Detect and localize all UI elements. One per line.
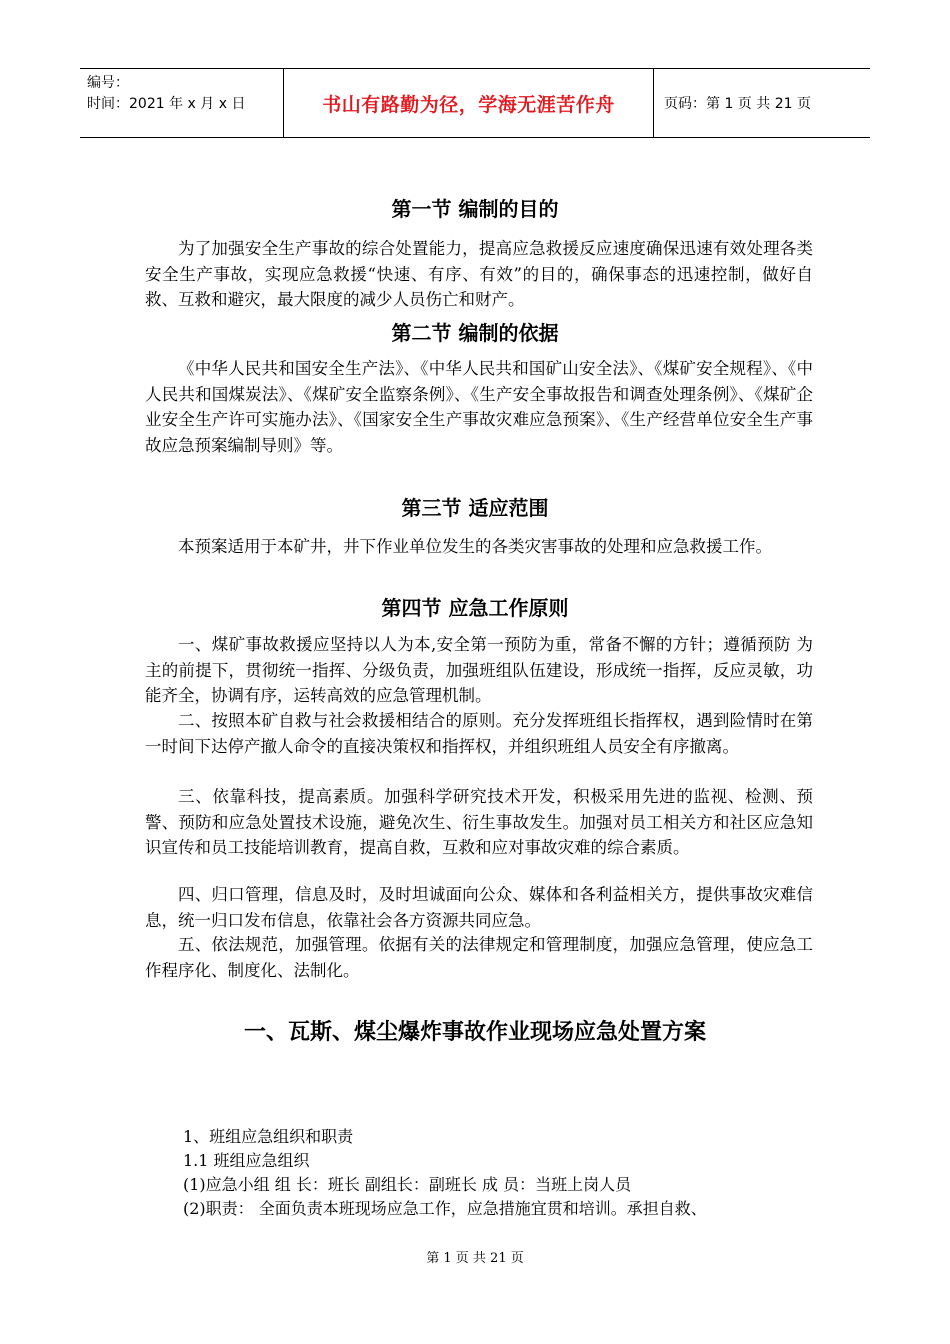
section-3-paragraph: 本预案适用于本矿井，井下作业单位发生的各类灾害事故的处理和应急救援工作。 [178,537,772,556]
item-line-2: 1.1 班组应急组织 [183,1151,310,1170]
document-time: 时间：2021 年 x 月 x 日 [87,96,246,112]
section-title-2: 第二节 编制的依据 [391,321,559,345]
principle-4: 四、归口管理，信息及时，及时坦诚面向公众、媒体和各利益相关方，提供事故灾难信息，统一归口发布信息，依靠社会各方资源共同应急。 [145,885,813,930]
section-2-paragraph: 《中华人民共和国安全生产法》、《中华人民共和国矿山安全法》、《煤矿安全规程》、《中人民共和国煤炭法》、《煤矿安全监察条例》、《生产安全事故报告和调查处理条例》、《煤矿企业安全生产许可实施办法》、《国家安全生产事故灾难应急预案》、《生产经营单位安全生产事故应急预案编制导则》等。 [145,359,813,455]
header-meta [80,69,283,137]
principle-1: 一、煤矿事故救援应坚持以人为本,安全第一预防为重，常备不懈的方针；遵循预防 为主的前提下，贯彻统一指挥、分级负责，加强班组队伍建设，形成统一指挥，反应灵敏，功能齐全，协调有序，运转高效的应急管理机制。 [145,635,813,705]
section-1-paragraph: 为了加强安全生产事故的综合处置能力，提高应急救援反应速度确保迅速有效处理各类安全生产事故，实现应急救援“快速、有序、有效”的目的，确保事态的迅速控制，做好自救、互救和避灾，最大限度的减少人员伤亡和财产。 [145,239,813,309]
principle-3: 三、依靠科技，提高素质。加强科学研究技术开发，积极采用先进的监视、检测、预警、预防和应急处置技术设施，避免次生、衍生事故发生。加强对员工相关方和社区应急知识宣传和员工技能培训教育，提高自救，互救和应对事故灾难的综合素质。 [145,787,813,857]
section-title-3: 第三节 适应范围 [401,496,549,520]
section-title-1: 第一节 编制的目的 [391,197,559,221]
item-line-1: 1、班组应急组织和职责 [183,1127,354,1146]
chapter-title: 一、瓦斯、煤尘爆炸事故作业现场应急处置方案 [243,1020,706,1045]
motto-text: 书山有路勤为径，学海无涯苦作舟 [322,93,615,116]
header-page-info: 页码：第 1 页 共 21 页 [664,96,811,112]
item-line-3: (1)应急小组 组 长：班长 副组长：副班长 成 员：当班上岗人员 [183,1175,632,1194]
section-title-4: 第四节 应急工作原则 [381,596,569,620]
header-motto-cell [283,69,654,137]
header-table [80,68,870,138]
principle-2: 二、按照本矿自救与社会救援相结合的原则。充分发挥班组长指挥权，遇到险情时在第一时间下达停产撤人命令的直接决策权和指挥权，并组织班组人员安全有序撤离。 [145,711,813,756]
page-footer: 第 1 页 共 21 页 [426,1251,524,1266]
document-number: 编号： [87,75,129,91]
item-line-4: (2)职责： 全面负责本班现场应急工作，应急措施宜贯和培训。承担自救、 [183,1199,707,1218]
principle-5: 五、依法规范，加强管理。依据有关的法律规定和管理制度，加强应急管理，使应急工作程序化、制度化、法制化。 [145,935,813,980]
